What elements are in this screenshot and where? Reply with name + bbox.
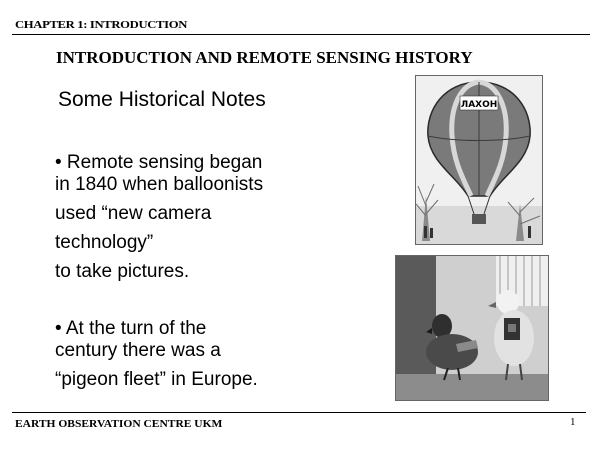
bullet-line: century there was a <box>55 340 221 361</box>
bullet-line: • Remote sensing began <box>55 152 263 173</box>
bullet-line: to take pictures. <box>55 261 190 282</box>
slide-title: INTRODUCTION AND REMOTE SENSING HISTORY <box>56 48 473 67</box>
pigeon-photo <box>395 255 549 401</box>
balloon-photo <box>415 75 543 245</box>
balloon-illustration <box>416 76 542 244</box>
bullet-line: “pigeon fleet” in Europe. <box>55 369 258 390</box>
footer-org: EARTH OBSERVATION CENTRE UKM <box>15 419 223 430</box>
chapter-header: CHAPTER 1: INTRODUCTION <box>15 19 187 31</box>
header-divider <box>12 34 590 35</box>
bullet-line: in 1840 when balloonists <box>55 174 264 195</box>
balloon-label: ЛАХОН <box>460 100 498 110</box>
slide-subheading: Some Historical Notes <box>58 88 266 111</box>
footer-divider <box>12 412 586 413</box>
page-number: 1 <box>570 416 576 428</box>
bullet-pigeon-fleet <box>55 316 258 393</box>
bullet-line: technology” <box>55 232 154 253</box>
pigeon-illustration <box>396 256 548 400</box>
bullet-line: used “new camera <box>55 203 212 224</box>
bullet-line: • At the turn of the <box>55 318 207 339</box>
bullet-remote-sensing <box>55 150 263 285</box>
